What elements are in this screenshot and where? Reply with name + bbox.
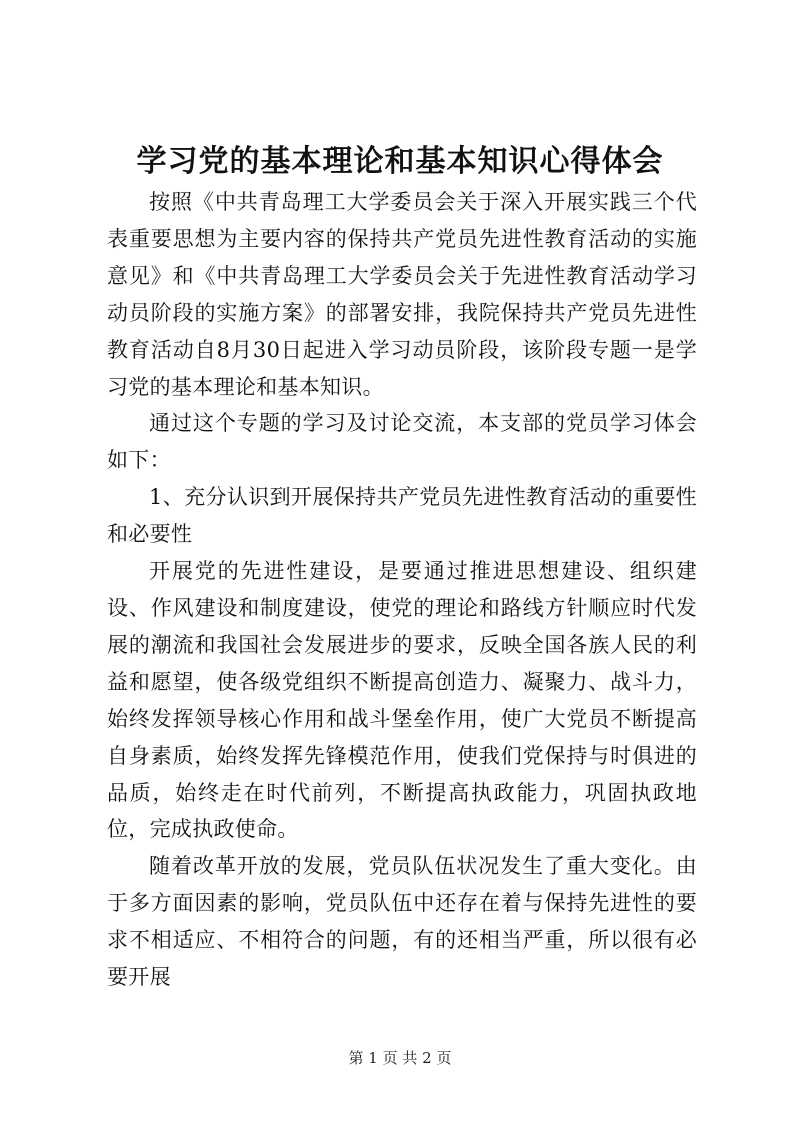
paragraph-summary-lead: 通过这个专题的学习及讨论交流，本支部的党员学习体会如下：: [107, 411, 697, 473]
page-footer: 第 1 页 共 2 页: [348, 1049, 452, 1067]
section-heading-1: 1、充分认识到开展保持共产党员先进性教育活动的重要性和必要性: [107, 485, 697, 547]
document-body: [107, 184, 697, 996]
paragraph-intro: 按照《中共青岛理工大学委员会关于深入开展实践三个代表重要思想为主要内容的保持共产党员先进性教育活动的实施意见》和《中共青岛理工大学委员会关于先进性教育活动学习动员阶段的实施方案》的部署安排，我院保持共产党员先进性教育活动自8月30日起进入学习动员阶段，该阶段专题一是学习党的基本理论和基本知识。: [107, 190, 697, 399]
document-title: 学习党的基本理论和基本知识心得体会: [136, 144, 664, 179]
paragraph-advanced-construction: 开展党的先进性建设，是要通过推进思想建设、组织建设、作风建设和制度建设，使党的理论和路线方针顺应时代发展的潮流和我国社会发展进步的要求，反映全国各族人民的利益和愿望，使各级党组织不断提高创造力、凝聚力、战斗力，始终发挥领导核心作用和战斗堡垒作用，使广大党员不断提高自身素质，始终发挥先锋模范作用，使我们党保持与时俱进的品质，始终走在时代前列，不断提高执政能力，巩固执政地位，完成执政使命。: [107, 559, 697, 842]
paragraph-reform-changes: 随着改革开放的发展，党员队伍状况发生了重大变化。由于多方面因素的影响，党员队伍中还存在着与保持先进性的要求不相适应、不相符合的问题，有的还相当严重，所以很有必要开展: [107, 854, 697, 990]
